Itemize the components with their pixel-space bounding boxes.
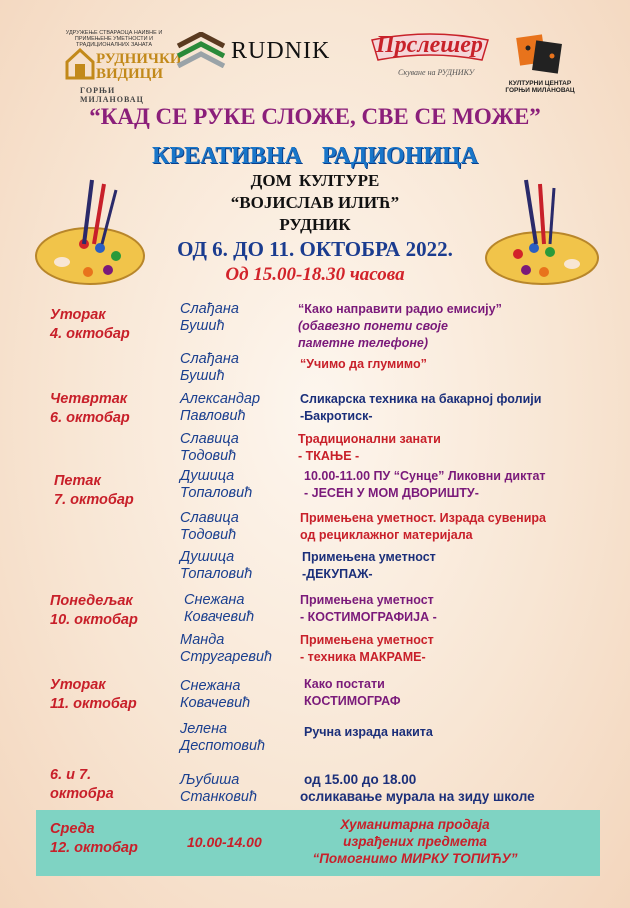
activity: Како постати КОСТИМОГРАФ <box>304 677 401 708</box>
footer-day: Среда 12. октобар <box>50 821 138 856</box>
activity: “Учимо да глумимо” <box>300 357 427 371</box>
presenter-name: Славица Тодовић <box>180 431 239 464</box>
paint-palette-icon <box>478 178 603 288</box>
activity: Примењена уметност -ДЕКУПАЖ- <box>302 550 436 581</box>
logo-city: ГОРЊИ МИЛАНОВАЦ <box>80 86 144 104</box>
activity: “Како направити радио емисију” (обавезно понети своје паметне телефоне) <box>298 302 502 350</box>
presenter-name: Снежана Ковачевић <box>184 592 255 625</box>
day-label: Понедељак 10. октобар <box>50 593 138 628</box>
presenter-name: Манда Стругаревић <box>180 632 273 665</box>
kulturni-centar-logo <box>500 30 580 102</box>
venue-name: “ВОЈИСЛАВ ИЛИЋ” <box>230 193 400 212</box>
slogan: “КАД СЕ РУКЕ СЛОЖЕ, СВЕ СЕ МОЖЕ” <box>89 104 541 129</box>
presenter-name: Љубиша Станковић <box>180 772 258 805</box>
day-label: Уторак 11. октобар <box>50 677 137 712</box>
activity: Примењена уметност - техника МАКРАМЕ- <box>300 633 434 664</box>
presenter-name: Слађана Бушић <box>180 301 239 334</box>
day-label: Уторак 4. октобар <box>50 307 130 342</box>
day-label: Четвртак 6. октобар <box>50 391 130 426</box>
page-title: КРЕАТИВНА РАДИОНИЦА <box>151 143 479 169</box>
paint-palette-icon <box>32 178 152 288</box>
activity: Примењена уметност. Израда сувенира од рециклажног материјала <box>300 511 546 542</box>
venue: ДОМ КУЛТУРЕ <box>250 171 380 190</box>
activity: Сликарска техника на бакарној фолији -Бакротиск- <box>300 392 542 423</box>
prestep-sub: Скуване на РУДНИКУ <box>398 68 475 77</box>
rudnik-wordmark: RUDNIK <box>231 38 331 64</box>
presenter-name: Душица Топаловић <box>180 468 253 501</box>
hours: Од 15.00-18.30 часова <box>225 264 405 285</box>
presenter-name: Слађана Бушић <box>180 351 239 384</box>
prestep-logo <box>370 28 490 88</box>
day-label: Петак 7. октобар <box>54 473 134 508</box>
house-logo-icon <box>65 48 95 80</box>
footer-time: 10.00-14.00 <box>187 834 262 850</box>
rudnicki-vidici-logo <box>60 30 182 104</box>
masks-logo-icon <box>514 30 564 78</box>
date-range: ОД 6. ДО 11. ОКТОБРА 2022. <box>177 237 453 261</box>
presenter-name: Душица Топаловић <box>180 549 253 582</box>
activity: Примењена уметност - КОСТИМОГРАФИЈА - <box>300 593 437 624</box>
kulturni-centar-text: КУЛТУРНИ ЦЕНТАР ГОРЊИ МИЛАНОВАЦ <box>505 80 575 94</box>
activity: 10.00-11.00 ПУ “Сунце” Ликовни диктат - ЈЕСЕН У МОМ ДВОРИШТУ- <box>304 469 546 500</box>
rudnik-logo <box>176 30 356 70</box>
prestep-brand: Прслешер <box>376 32 483 58</box>
activity: од 15.00 до 18.00 осликавање мурала на зиду школе <box>300 772 535 804</box>
day-label: 6. и 7. октобра <box>50 767 114 802</box>
mountain-logo-icon <box>176 32 226 68</box>
activity: Традиционални занати - ТКАЊЕ - <box>298 432 441 463</box>
presenter-name: Славица Тодовић <box>180 510 239 543</box>
logo-name: РУДНИЧКИ ВИДИЦИ <box>96 51 182 82</box>
presenter-name: Снежана Ковачевић <box>180 678 251 711</box>
activity: Ручна израда накита <box>304 725 433 739</box>
footer-charity-text: Хуманитарна продаја израђених предмета “Помогнимо МИРКУ ТОПИЋУ” <box>312 817 518 866</box>
presenter-name: Александар Павловић <box>180 391 261 424</box>
presenter-name: Јелена Деспотовић <box>180 721 266 754</box>
town: РУДНИК <box>279 215 351 234</box>
association-text: УДРУЖЕЊЕ СТВАРАОЦА НАИВНЕ И ПРИМЕЊЕНЕ УМЕТНОСТИ И ТРАДИЦИОНАЛНИХ ЗАНАТА <box>65 30 163 48</box>
